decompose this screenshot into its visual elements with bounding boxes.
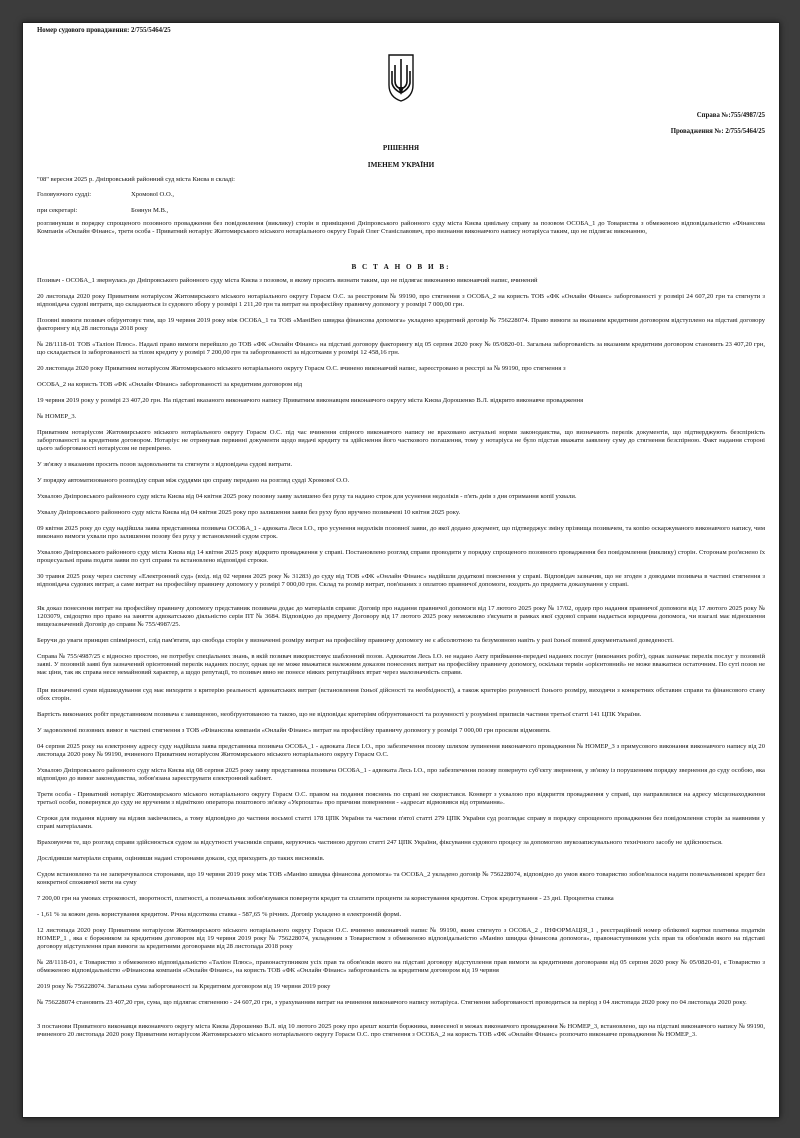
ukraine-trident-emblem-icon (387, 51, 415, 103)
document-subtitle: ІМЕНЕМ УКРАЇНИ (367, 161, 435, 169)
paragraph: Третя особа - Приватний нотаріус Житомирського міського нотаріального округу Горасм О.С. правом на подання пояснень по справі не скористався. Конверт з ухвалою про відкриття провадження у справі, що направлялися на адресу місцезнаходження третьої особи, повернувся до суду не врученим з відміткою оператора поштового зв'язку «Укрпошта» про причини повернення - «адресат відмовився від отримання». (37, 791, 765, 807)
paragraph: 30 травня 2025 року через систему «Електронний суд» (вхід. від 02 червня 2025 року № 31283) до суду від ТОВ «ФК «Онлайн Фінанс» надійшли додаткові пояснення у справі. Відповідач зазначив, що не згоден з доводами позивача в частині стягнення з відповідача судових витрат, а саме витрат на професійну правничу допомогу у розмірі 7 000,00 грн. Склад та розмір витрат, пов'язаних з оплатою правничої допомоги, входить до предмета доказування у справі. (37, 573, 765, 589)
paragraph: Ухвалою Дніпровського районного суду міста Києва від 04 квітня 2025 року позовну заяву залишено без руху та надано строк для усунення недоліків - п'ять днів з дня отримання копії ухвали. (37, 493, 577, 500)
paragraph: Ухвалою Дніпровського районного суду міста Києва від 08 серпня 2025 року заяву представника позивача ОСОБА_1 - адвоката Лесь І.О., про забезпечення позову повернуто суб'єкту звернення, у зв'язку із порушенням порядку звернення до суду особою, яка відповідно до вимог законодавства, зобов'язана зареєструвати електронний кабінет. (37, 767, 765, 783)
paragraph: № 28/1118-01, є Товариство з обмеженою відповідальністю «Таліон Плюс», правонаступником усіх прав та обов'язків якого на підставі договору відступлення прав вимоги за кредитними договорами від 05 серпня 2020 року № 05/0820-01, є Товариство з обмеженою відповідальністю «Фінансова компанія «Онлайн Фінанс», на користь ТОВ «ФК «Онлайн Фінанс» заборгованість за кредитним договором від 19 червня (37, 959, 765, 975)
paragraph: Справа № 755/4987/25 є відносно простою, не потребує спеціальних знань, в якій позивач використовує шаблонний позов. Адвокатом Лесь І.О. не надано Акту приймання-передачі наданих послуг (виконаних робіт), однак зазначає перелік послуг у позовній заяві. У позовній заяві був зазначений орієнтовний перелік наданих послуг, однак це не може вважатися належним доказом понесених витрат на професійну правничу допомогу, оскільки термін «орієнтовний» не може вважатися остаточним. По суті позов не має ціни, так як справа несе немайновий характер, а щодо репутації, то позивач явно не понесе ніяких репутаційних втрат через малозначність справи. (37, 653, 765, 677)
document-page (22, 22, 780, 1118)
proceeding-number: Провадження №: 2/755/5464/25 (670, 128, 765, 135)
paragraph: Дослідивши матеріали справи, оцінивши надані сторонами докази, суд приходить до таких висновків. (37, 855, 325, 862)
paragraph: - 1,61 % за кожен день користування кредитом. Річна відсоткова ставка - 587,65 % річних. Договір укладено в електронній формі. (37, 911, 402, 918)
paragraph: № 28/1118-01 ТОВ «Таліон Плюс». Надалі право вимоги перейшло до ТОВ «ФК «Онлайн Фінанс» на підставі договору факторингу від 05 серпня 2020 року № 05/0820-01. Загальна заборгованість за вказаним кредитним договором становить 23 407,20 грн, що складається із заборгованості за тілом кредиту у розмірі 7 200,00 грн та заборгованості за відсотками у розмірі 12 458,16 грн. (37, 341, 765, 357)
date-line: "08" вересня 2025 р. Дніпровський районний суд міста Києва в складі: (37, 176, 235, 183)
secretary-label: при секретарі: (37, 207, 78, 214)
document-title: РІШЕННЯ (382, 144, 420, 152)
section-heading: В С Т А Н О В И В: (351, 263, 451, 271)
paragraph: У порядку автоматизованого розподілу справ між суддями цю справу передано на розгляд судді Хромової О.О. (37, 477, 350, 484)
paragraph: При визначенні суми відшкодування суд має виходити з критерію реальності адвокатських витрат (встановлення їхньої дійсності та необхідності), а також критерію розумності їхнього розміру, виходячи з конкретних обставин справи та фінансового стану обох сторін. (37, 687, 765, 703)
paragraph: Вартість виконаних робіт представником позивача є завищеною, необґрунтованою та такою, що не відповідає критеріям обґрунтованості та розумності у розумінні приписів частини третьої статті 141 ЦПК України. (37, 711, 642, 718)
paragraph: 20 листопада 2020 року Приватним нотаріусом Житомирського міського нотаріального округу Горасм О.С. за реєстровим № 99190, про стягнення з ОСОБА_2 на користь ТОВ «ФК «Онлайн Фінанс» заборгованості у розмірі 24 607,20 грн та стягнути з відповідача судові витрати, що складаються із судового збору у розмірі 1 211,20 грн та витрат на професійну правничу допомогу у розмірі 7 000,00 грн. (37, 293, 765, 309)
paragraph: 2019 року № 756228074. Загальна сума заборгованості за Кредитним договором від 19 червня 2019 року (37, 983, 331, 990)
paragraph: 12 листопада 2020 року Приватним нотаріусом Житомирського міського нотаріального округу Горасм О.С. вчинено виконавчий напис № 99190, яким стягнуто з ОСОБА_2 , ІНФОРМАЦІЯ_1 , реєстраційний номер облікової картки платника податків НОМЕР_1 , яка є боржником за кредитним договором від 19 червня 2019 року № 756228074, укладеним з Товариством з обмеженою відповідальністю «Маніво швидка фінансова допомога», правонаступником усіх прав та обов'язків якого на підставі договору відступлення прав вимоги за кредитними договорами від 28 листопада 2018 року (37, 927, 765, 951)
judge-name: Хромової О.О., (131, 191, 175, 198)
paragraph: Ухвалою Дніпровського районного суду міста Києва від 14 квітня 2025 року відкрито провадження у справі. Постановлено розгляд справи проводити у порядку спрощеного позовного провадження без повідомлення (виклику) сторін. Сторонам роз'яснено їх процесуальні права подати заяви по суті справи та встановлено відповідні строки. (37, 549, 765, 565)
intro-paragraph: розглянувши в порядку спрощеного позовного провадження без повідомлення (виклику) сторін в приміщенні Дніпровського районного суду міста Києва цивільну справу за позовом ОСОБА_1 до Товариства з обмеженою відповідальністю «Фінансова Компанія «Онлайн Фінанс», третя особа - Приватний нотаріус Житомирського міського нотаріального округу Горай Олег Станіславович, про визнання виконавчого напису нотаріуса таким, що не підлягає виконанню, (37, 220, 765, 236)
paragraph: Позивач - ОСОБА_1 звернулась до Дніпровського районного суду міста Києва з позовом, в якому просить визнати таким, що не підлягає виконанню виконавчий напис, вчинений (37, 277, 538, 284)
proceeding-number-top: Номер судового провадження: 2/755/5464/25 (37, 27, 171, 34)
paragraph: У задоволенні позовних вимог в частині стягнення з ТОВ «Фінансова компанія «Онлайн Фінанс» витрат на професійну правничу допомогу у розмірі 7 000,00 грн просили відмовити. (37, 727, 551, 734)
paragraph: Судом встановлено та не заперечувалося сторонами, що 19 червня 2019 року між ТОВ «Маніво швидка фінансова допомога» та ОСОБА_2 укладено договір № 756228074, відповідно до умов якого товариство зобов'язалося надати позичальникові кредит без конкретної споживчої мети на суму (37, 871, 765, 887)
paragraph: 7 200,00 грн на умовах строковості, зворотності, платності, а позичальник зобов'язувався повернути кредит та сплатити проценти за користування кредитом. Строк кредитування - 23 дні. Процентна ставка (37, 895, 614, 902)
paragraph: Як доказ понесення витрат на професійну правничу допомогу представник позивача додає до матеріалів справи: Договір про надання правничої допомоги від 17 лютого 2025 року № 17/02, ордер про надання правничої допомоги від 17 лютого 2025 року № 1203079, свідоцтво про право на заняття адвокатською діяльністю серія ПТ № 3684. Відповідно до предмету Договору від 17 лютого 2025 року неможливо з'ясувати в рамках якої судової справи надається юридична допомога, чи взагалі має відношення вищезазначений Договір до справи № 755/4987/25. (37, 605, 765, 629)
paragraph: 09 квітня 2025 року до суду надійшла заява представника позивача ОСОБА_1 - адвоката Леся І.О., про усунення недоліків позовної заяви, до якої додано документ, що підтверджує зміну прізвища позивачем, та копію оскаржуваного виконавчого напису, чим виконано вимоги ухвали про залишення позову без руху у встановлений судом строк. (37, 525, 765, 541)
paragraph: Враховуючи те, що розгляд справи здійснюється судом за відсутності учасників справи, керуючись частиною другою статті 247 ЦПК України, фіксування судового процесу за допомогою звукозаписувального технічного засобу не здійснюється. (37, 839, 723, 846)
paragraph: № НОМЕР_3. (37, 413, 77, 420)
paragraph: 04 серпня 2025 року на електронну адресу суду надійшла заява представника позивача ОСОБА_1 - адвоката Леся І.О., про забезпечення позову шляхом зупинення виконавчого провадження № НОМЕР_3 з примусового виконання виконавчого напису від 20 листопада 2020 року № 99190, вчиненого Приватним нотаріусом Житомирського міського нотаріального округу Горасм О.С. (37, 743, 765, 759)
secretary-name: Боянун М.В., (131, 207, 169, 214)
paragraph: Позовні вимоги позивач обґрунтовує тим, що 19 червня 2019 року між ОСОБА_1 та ТОВ «МаніВео швидка фінансова допомога» укладено кредитний договір № 756228074. Право вимоги за вказаним кредитним договором відступлено на підставі договору факторингу від 28 листопада 2018 року (37, 317, 765, 333)
paragraph: № 756228074 становить 23 407,20 грн, сума, що підлягає стягненню - 24 607,20 грн, з урахуванням витрат на вчинення виконавчого напису нотаріуса. Стягнення заборгованості проводиться за період з 04 листопада 2020 року по 04 листопада 2020 року. (37, 999, 747, 1006)
paragraph: 19 червня 2019 року у розмірі 23 407,20 грн. На підставі вказаного виконавчого напису Приватним виконавцем виконавчого округу міста Києва Дорошенко В.Л. відкрито виконавче провадження (37, 397, 584, 404)
paragraph: Ухвалу Дніпровського районного суду міста Києва від 04 квітня 2025 року про залишення заяви без руху було вручено позивачеві 10 квітня 2025 року. (37, 509, 461, 516)
paragraph: Приватним нотаріусом Житомирського міського нотаріального округу Горасм О.С. під час вчинення спірного виконавчого напису не враховано актуальні норми законодавства, що визначають перелік документів, що підтверджують безспірність заборгованості за кредитним договором. Нотаріус не отримував первинні документи щодо видачі кредиту та здійснення його часткового погашення, тому у нотаріуса не було підстав вважати заявлену суму до стягнення безспірною. Факт надання стороні цього заборгованості нотаріусом не перевірено. (37, 429, 765, 453)
paragraph: ОСОБА_2 на користь ТОВ «ФК «Онлайн Фінанс» заборгованості за кредитним договором від (37, 381, 303, 388)
case-number: Справа №:755/4987/25 (696, 112, 765, 119)
paragraph: З постанови Приватного виконавця виконавчого округу міста Києва Дорошенко В.Л. від 10 лютого 2025 року про арешт коштів боржника, винесеної в межах виконавчого провадження № НОМЕР_3, встановлено, що на підставі виконавчого напису № 99190, вчиненого 20 листопада 2020 року Приватним нотаріусом Житомирського міського нотаріального округу Горасм О.С. про стягнення з ОСОБА_2 на користь ТОВ «ФК «Онлайн Фінанс» розпочато виконавче провадження № НОМЕР_3. (37, 1023, 765, 1039)
paragraph: 20 листопада 2020 року Приватним нотаріусом Житомирського міського нотаріального округу Горасм О.С. вчинено виконавчий напис, зареєстровано в реєстрі за № 99190, про стягнення з (37, 365, 566, 372)
paragraph: Беручи до уваги принцип співмірності, слід пам'ятати, що свобода сторін у визначенні розміру витрат на професійну правничу допомогу не є абсолютною та безумовною навіть у разі їхньої повної документальної доведеності. (37, 637, 674, 644)
paragraph: У зв'язку з вказаним просить позов задовольнити та стягнути з відповідача судові витрати. (37, 461, 293, 468)
judge-label: Головуючого судді: (37, 191, 92, 198)
paragraph: Строки для подання відзиву на відзив закінчились, а тому відповідно до частини восьмої статті 178 ЦПК України та частини п'ятої статті 279 ЦПК України суд розглядає справу в порядку спрощеного провадження без повідомлення сторін за наявними у справі матеріалами. (37, 815, 765, 831)
